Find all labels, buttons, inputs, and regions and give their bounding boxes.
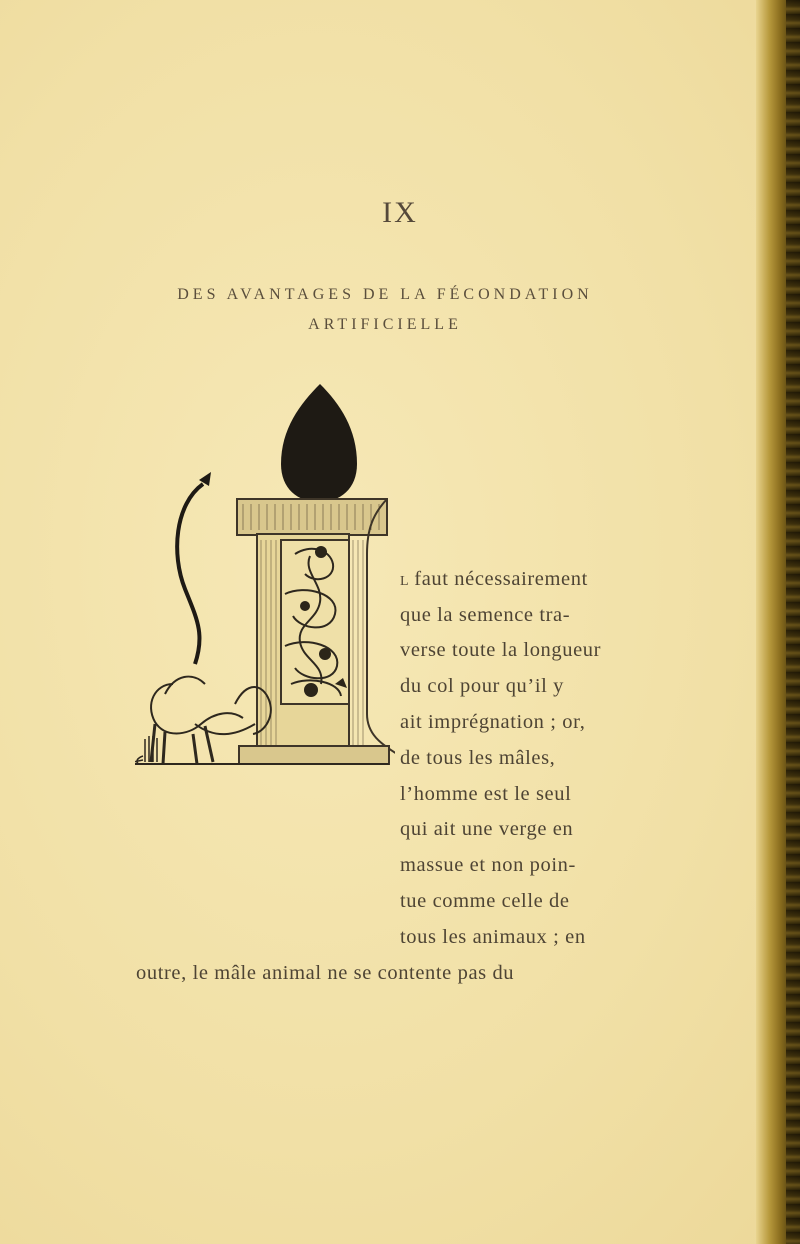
body-line-11: tous les animaux ; en — [400, 926, 586, 948]
book-spine-shadow — [786, 0, 800, 1244]
chapter-number: IX — [382, 196, 418, 229]
body-line-7: l’homme est le seul — [400, 783, 572, 805]
body-line-3: verse toute la longueur — [400, 639, 602, 661]
drop-cap-continuation: L — [400, 574, 409, 589]
body-line-2: que la semence tra- — [400, 604, 571, 626]
body-line-4: du col pour qu’il y — [400, 675, 564, 697]
ornamental-drop-cap-icon — [135, 384, 395, 784]
body-line-9: massue et non poin- — [400, 854, 576, 876]
chapter-title-line-1: DES AVANTAGES DE LA FÉCONDATION — [177, 286, 593, 303]
body-line-1-text: faut nécessairement — [408, 568, 588, 590]
body-line-6: de tous les mâles, — [400, 747, 556, 769]
body-line-10: tue comme celle de — [400, 890, 570, 912]
body-line-5: ait imprégnation ; or, — [400, 711, 586, 733]
chapter-title-line-2: ARTIFICIELLE — [308, 316, 462, 333]
body-line-8: qui ait une verge en — [400, 818, 574, 840]
body-line-12: outre, le mâle animal ne se contente pas du — [136, 962, 515, 984]
body-line-1 — [400, 568, 588, 591]
